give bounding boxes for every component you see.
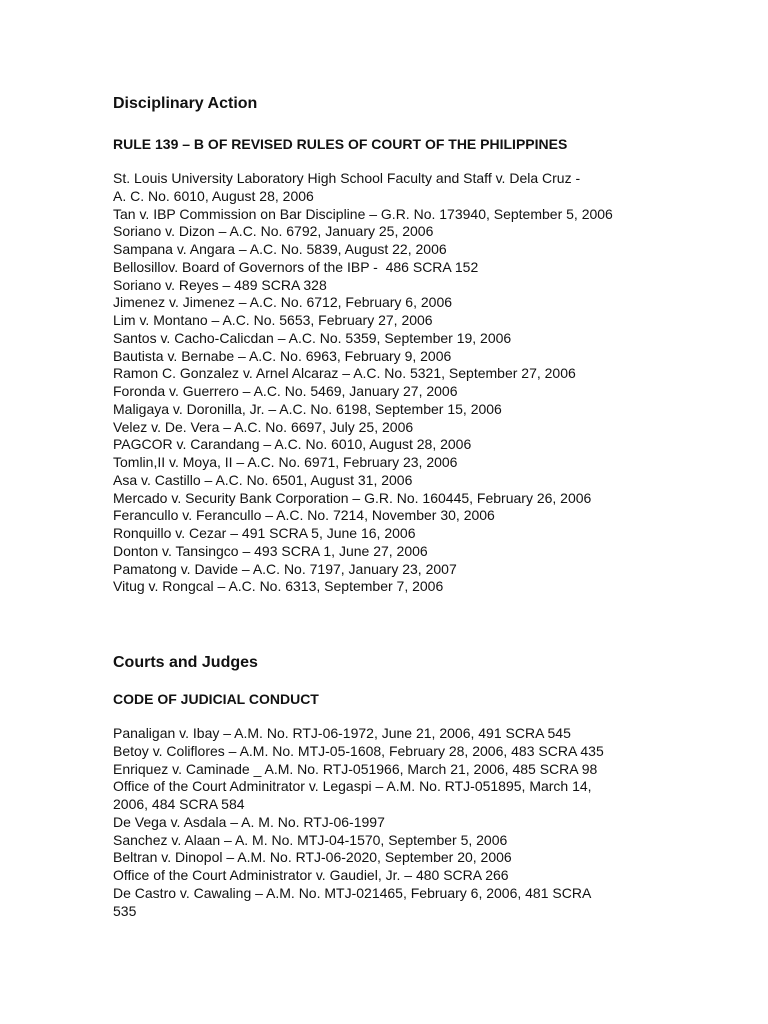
case-citation: Santos v. Cacho-Calicdan – A.C. No. 5359, September 19, 2006 — [113, 329, 512, 346]
case-citation: St. Louis University Laboratory High School Faculty and Staff v. Dela Cruz - A. C. No. 6010, August 28, 2006 — [113, 170, 581, 204]
case-citation: Donton v. Tansingco – 493 SCRA 1, June 27, 2006 — [113, 542, 428, 559]
case-citation: Betoy v. Coliflores – A.M. No. MTJ-05-1608, February 28, 2006, 483 SCRA 435 — [113, 742, 604, 759]
case-citation: Lim v. Montano – A.C. No. 5653, February 27, 2006 — [113, 312, 433, 328]
case-citation: Jimenez v. Jimenez – A.C. No. 6712, February 6, 2006 — [113, 294, 453, 311]
case-citation: Tan v. IBP Commission on Bar Discipline – G.R. No. 173940, September 5, 2006 — [113, 205, 613, 222]
case-citation: Soriano v. Dizon – A.C. No. 6792, January 25, 2006 — [113, 223, 434, 240]
case-citation: Panaligan v. Ibay – A.M. No. RTJ-06-1972, June 21, 2006, 491 SCRA 545 — [113, 725, 571, 741]
case-citation: Pamatong v. Davide – A.C. No. 7197, January 23, 2007 — [113, 560, 457, 577]
case-citation: Ronquillo v. Cezar – 491 SCRA 5, June 16, 2006 — [113, 525, 416, 541]
case-citation: Ferancullo v. Ferancullo – A.C. No. 7214, November 30, 2006 — [113, 507, 495, 524]
case-citation: Sampana v. Angara – A.C. No. 5839, August 22, 2006 — [113, 241, 447, 257]
case-citation: Tomlin,II v. Moya, II – A.C. No. 6971, February 23, 2006 — [113, 454, 458, 470]
case-citation: De Vega v. Asdala – A. M. No. RTJ-06-1997 — [113, 813, 385, 830]
case-citation: Vitug v. Rongcal – A.C. No. 6313, September 7, 2006 — [113, 578, 444, 595]
case-citation: PAGCOR v. Carandang – A.C. No. 6010, August 28, 2006 — [113, 436, 472, 453]
section-subtitle-rule-139b: RULE 139 – B OF REVISED RULES OF COURT OF THE PHILIPPINES — [113, 136, 568, 152]
section-subtitle-code-of-judicial-conduct: CODE OF JUDICIAL CONDUCT — [113, 691, 319, 707]
case-citation: Foronda v. Guerrero – A.C. No. 5469, January 27, 2006 — [113, 383, 458, 399]
case-citation: Beltran v. Dinopol – A.M. No. RTJ-06-2020, September 20, 2006 — [113, 849, 512, 866]
case-citation: Sanchez v. Alaan – A. M. No. MTJ-04-1570, September 5, 2006 — [113, 831, 508, 848]
case-citation: De Castro v. Cawaling – A.M. No. MTJ-021465, February 6, 2006, 481 SCRA 535 — [113, 884, 592, 919]
case-citation: Office of the Court Adminitrator v. Legaspi – A.M. No. RTJ-051895, March 14, 2006, 484 SCRA 584 — [113, 778, 592, 812]
case-citation: Bellosillov. Board of Governors of the IBP - 486 SCRA 152 — [113, 258, 479, 275]
case-citation: Enriquez v. Caminade _ A.M. No. RTJ-051966, March 21, 2006, 485 SCRA 98 — [113, 760, 598, 777]
case-citation: Soriano v. Reyes – 489 SCRA 328 — [113, 276, 327, 293]
case-list-disciplinary-action — [113, 170, 673, 596]
case-citation: Office of the Court Administrator v. Gaudiel, Jr. – 480 SCRA 266 — [113, 867, 509, 883]
section-title-disciplinary-action: Disciplinary Action — [113, 95, 258, 112]
case-citation: Maligaya v. Doronilla, Jr. – A.C. No. 6198, September 15, 2006 — [113, 400, 502, 417]
case-citation: Ramon C. Gonzalez v. Arnel Alcaraz – A.C. No. 5321, September 27, 2006 — [113, 365, 576, 382]
case-citation: Bautista v. Bernabe – A.C. No. 6963, February 9, 2006 — [113, 347, 452, 364]
case-list-courts-and-judges — [113, 725, 633, 920]
case-citation: Mercado v. Security Bank Corporation – G.R. No. 160445, February 26, 2006 — [113, 489, 592, 506]
case-citation: Asa v. Castillo – A.C. No. 6501, August 31, 2006 — [113, 471, 413, 488]
section-title-courts-and-judges: Courts and Judges — [113, 654, 258, 671]
case-citation: Velez v. De. Vera – A.C. No. 6697, July 25, 2006 — [113, 418, 414, 435]
